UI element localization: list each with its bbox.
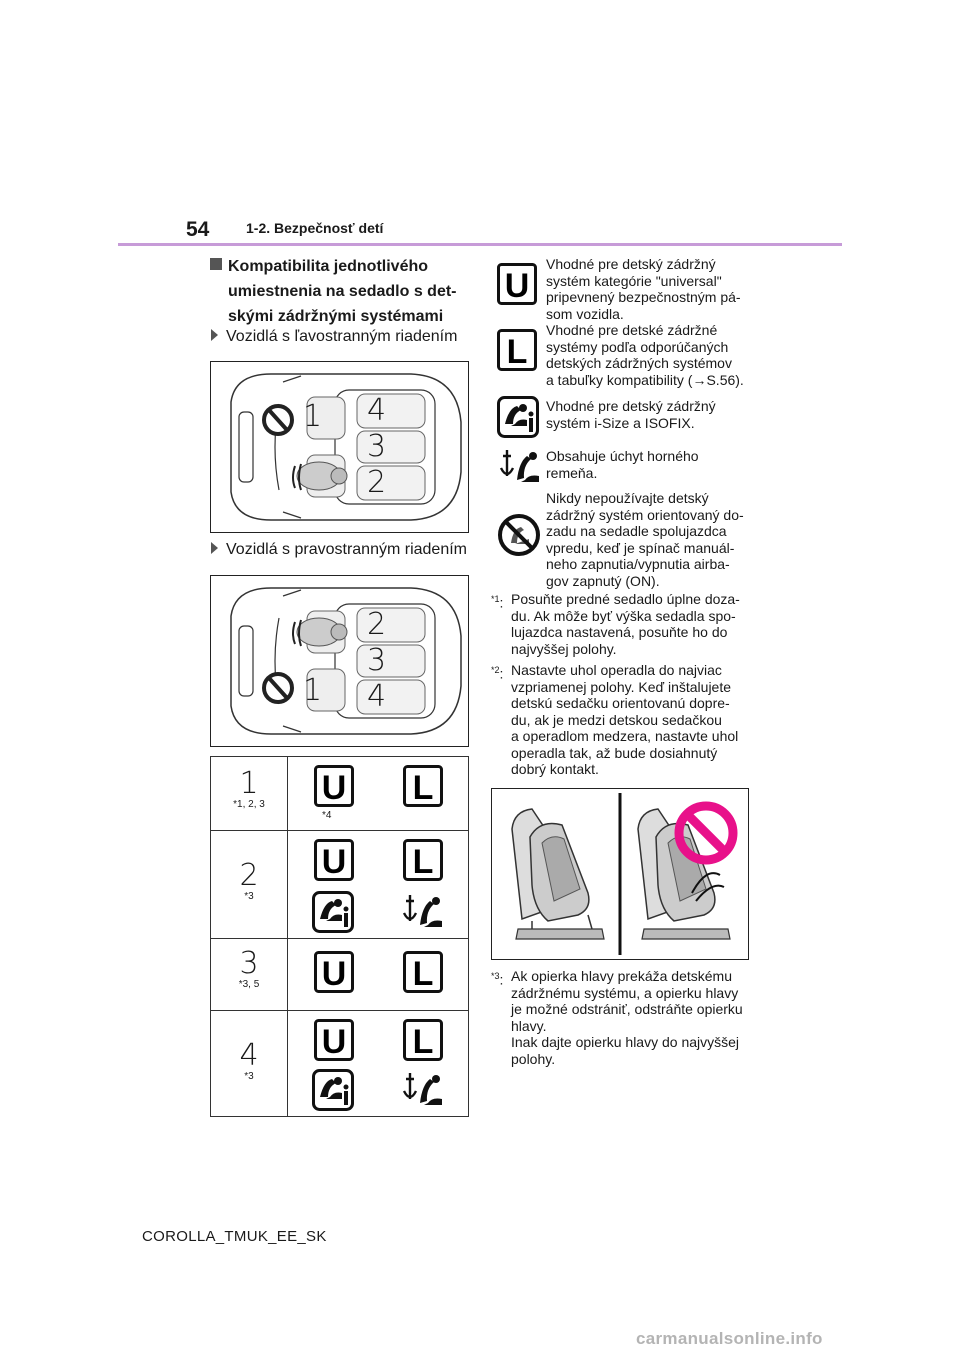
seat-number: 3 (239, 946, 259, 981)
u-symbol-icon (314, 951, 354, 993)
note-line: operadla tak, až bude dosiahnutý (511, 744, 718, 761)
footnote-label: $^{*3}$: (491, 971, 504, 988)
table-row (211, 939, 469, 1011)
legend-line: Vhodné pre detský zádržný (546, 256, 716, 272)
anchor-seat-icon (400, 891, 446, 933)
seat-cell (211, 757, 288, 831)
table-row (211, 831, 469, 939)
l-letter: L (412, 955, 434, 993)
document-code: COROLLA_TMUK_EE_SK (142, 1228, 327, 1245)
heading-line: umiestnenia na sedadlo s det- (228, 283, 457, 300)
diagram-seat-4: 4 (367, 679, 387, 714)
legend-line: a tabuľky kompatibility (→S.56). (546, 371, 744, 388)
page-number: 54 (186, 218, 210, 241)
l-symbol-icon (403, 765, 443, 807)
legend-line: som vozidla. (546, 305, 624, 322)
heading-line: Kompatibilita jednotlivého (228, 258, 429, 275)
header-rule (118, 243, 842, 246)
l-symbol-icon (403, 839, 443, 881)
diagram-seat-1: 1 (303, 399, 323, 434)
note-line: polohy. (511, 1050, 556, 1067)
seat-number: 4 (239, 1038, 259, 1073)
symbols-cell (288, 757, 469, 831)
legend-line: zadu na sedadle spolujazdca (546, 523, 727, 539)
diagram-seat-1: 1 (303, 673, 323, 708)
note-line: Posuňte predné sedadlo úplne doza- (511, 591, 740, 607)
diagram-seat-2: 2 (367, 607, 387, 642)
note-line: zádržnému systému, a opierku hlavy (511, 984, 739, 1001)
legend-line: Nikdy nepoužívajte detský (546, 490, 709, 506)
footnote-label: $^{*1}$: (491, 594, 504, 611)
u-symbol-icon (314, 765, 354, 807)
note-line: du. Ak môže byť výška sedadla spo- (511, 607, 736, 624)
u-note: *4 (322, 810, 332, 821)
square-bullet-icon (210, 258, 222, 270)
footnote-label: $^{*2}$: (491, 665, 504, 682)
subheading-rhd (211, 541, 467, 559)
l-letter: L (412, 1023, 434, 1061)
legend-line: Obsahuje úchyt horného (546, 448, 699, 464)
diagram-seat-2: 2 (367, 465, 387, 500)
legend-line: remeňa. (546, 464, 598, 481)
note-line: du, ak je medzi detskou sedačkou (511, 711, 722, 728)
footnote-marker: *2 (491, 665, 500, 675)
section-title: 1-2. Bezpečnosť detí (246, 220, 384, 236)
seat-note: *3, 5 (238, 979, 260, 990)
u-letter: U (321, 769, 347, 807)
seat-contact-illustration (491, 788, 749, 960)
diagram-seat-4: 4 (367, 393, 387, 428)
u-letter: U (321, 955, 347, 993)
seat-number: 1 (239, 766, 259, 801)
seat-cell (211, 939, 288, 1011)
legend-anchor-text (546, 448, 761, 481)
no-rear-facing-seat-icon (497, 513, 541, 557)
triangle-bullet-icon (211, 329, 218, 341)
legend-line: zádržný systém orientovaný do- (546, 506, 744, 523)
legend-never-text (546, 490, 761, 589)
u-letter: U (321, 1023, 347, 1061)
legend-line: vpredu, keď je spínač manuál- (546, 539, 735, 556)
symbols-cell (288, 1011, 469, 1117)
isofix-symbol-icon (312, 891, 354, 933)
u-symbol-icon (497, 263, 537, 305)
note-line: je možné odstrániť, odstráňte opierku (511, 1001, 743, 1017)
l-letter: L (506, 333, 528, 371)
footnote-marker: *1 (491, 594, 500, 604)
u-symbol-icon (314, 1019, 354, 1061)
child-seat-illustration (492, 789, 748, 959)
legend-line: systém i-Size a ISOFIX. (546, 414, 695, 431)
note-line: Nastavte uhol operadla do najviac (511, 662, 722, 678)
u-symbol-icon (314, 839, 354, 881)
legend-line: Vhodné pre detský zádržný (546, 398, 716, 414)
note-line: hlavy. (511, 1017, 547, 1034)
note-line: lujazdca nastavená, posuňte ho do (511, 624, 728, 640)
legend-l-text (546, 322, 761, 388)
legend-line: systém kategórie "universal" (546, 272, 722, 289)
note-line: detskú sedačku orientovanú dopre- (511, 695, 730, 711)
note-line: Inak dajte opierku hlavy do najvyššej (511, 1034, 740, 1050)
l-symbol-icon (497, 329, 537, 371)
legend-line: systémy podľa odporúčaných (546, 338, 729, 355)
footnote-marker: *3 (491, 971, 500, 981)
note-line: Ak opierka hlavy prekáža detskému (511, 968, 732, 984)
car-top-view-illustration (211, 362, 468, 532)
subheading-text: Vozidlá s pravostranným riadením (226, 541, 467, 558)
car-top-view-illustration (211, 576, 468, 746)
l-letter: L (412, 843, 434, 881)
symbols-cell (288, 939, 469, 1011)
heading-line: skými zádržnými systémami (228, 308, 444, 325)
subheading-text: Vozidlá s ľavostranným riadením (226, 328, 458, 345)
seat-cell (211, 1011, 288, 1117)
anchor-seat-icon (400, 1069, 446, 1111)
u-letter: U (321, 843, 347, 881)
footnote-1 (491, 591, 761, 657)
table-row (211, 1011, 469, 1117)
table-row (211, 757, 469, 831)
compatibility-table (210, 756, 469, 1117)
legend-u-text (546, 256, 761, 322)
seat-note: *3 (244, 1071, 254, 1082)
diagram-seat-3: 3 (367, 643, 387, 678)
note-line: vzpriamenej polohy. Keď inštalujete (511, 678, 732, 695)
legend-line: pripevnený bezpečnostným pá- (546, 289, 741, 305)
footnote-2 (491, 662, 761, 778)
anchor-seat-icon (497, 446, 543, 488)
legend-line: Vhodné pre detské zádržné (546, 322, 718, 338)
isofix-symbol-icon (312, 1069, 354, 1111)
l-symbol-icon (403, 951, 443, 993)
seat-note: *1, 2, 3 (233, 799, 265, 810)
seat-cell (211, 831, 288, 939)
legend-line: gov zapnutý (ON). (546, 572, 660, 589)
legend-line: detských zádržných systémov (546, 355, 732, 371)
subheading-lhd (211, 328, 457, 346)
note-line: najvyššej polohy. (511, 640, 617, 657)
l-symbol-icon (403, 1019, 443, 1061)
note-line: a operadlom medzera, nastavte uhol (511, 728, 739, 744)
section-heading (210, 254, 472, 329)
seat-number: 2 (239, 858, 259, 893)
watermark: carmanualsonline.info (636, 1329, 823, 1348)
footnote-3 (491, 968, 761, 1067)
symbols-cell (288, 831, 469, 939)
l-letter: L (412, 769, 434, 807)
legend-isofix-text (546, 398, 761, 431)
triangle-bullet-icon (211, 542, 218, 554)
rhd-car-diagram (210, 575, 469, 747)
u-letter: U (504, 267, 530, 305)
legend-line: neho zapnutia/vypnutia airba- (546, 556, 730, 572)
seat-note: *3 (244, 891, 254, 902)
lhd-car-diagram (210, 361, 469, 533)
diagram-seat-3: 3 (367, 429, 387, 464)
note-line: dobrý kontakt. (511, 761, 599, 777)
isofix-symbol-icon (497, 396, 539, 438)
